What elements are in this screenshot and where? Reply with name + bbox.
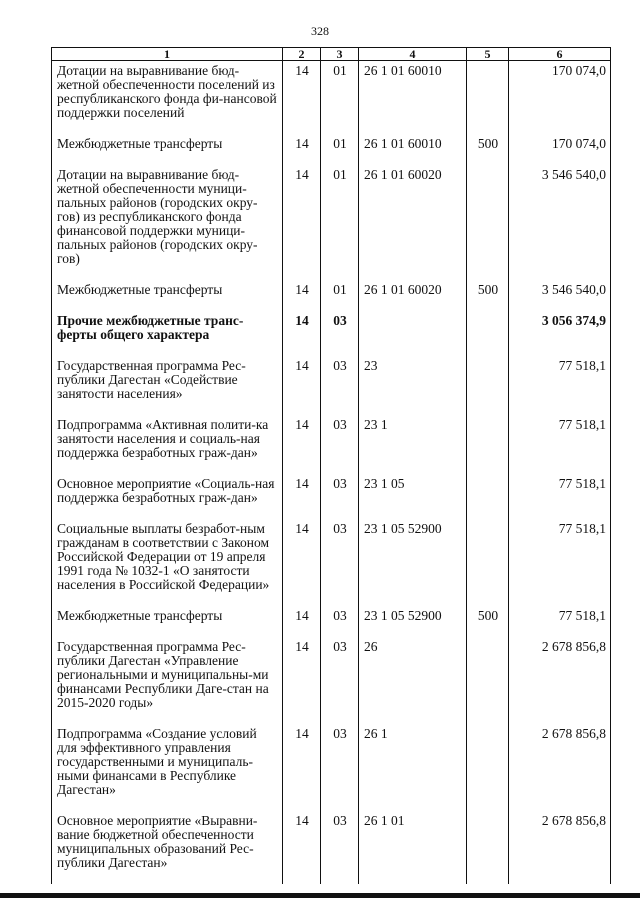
description-cell: Межбюджетные трансферты	[52, 606, 283, 637]
target-article-cell: 23	[359, 356, 467, 415]
amount-cell: 77 518,1	[509, 606, 611, 637]
section-cell: 14	[283, 474, 321, 519]
subsection-cell: 03	[321, 606, 359, 637]
header-col-2: 2	[283, 48, 321, 61]
amount-cell: 2 678 856,8	[509, 724, 611, 811]
description-cell: Основное мероприятие «Социаль-ная поддержка безработных граж-дан»	[52, 474, 283, 519]
table-row	[52, 519, 611, 606]
amount-cell: 77 518,1	[509, 415, 611, 474]
target-article-cell: 26 1 01	[359, 811, 467, 884]
target-article-cell: 26 1	[359, 724, 467, 811]
table-row	[52, 724, 611, 811]
section-cell: 14	[283, 61, 321, 135]
section-cell: 14	[283, 356, 321, 415]
table-row	[52, 474, 611, 519]
amount-cell: 3 546 540,0	[509, 280, 611, 311]
section-cell: 14	[283, 811, 321, 884]
subsection-cell: 01	[321, 134, 359, 165]
amount-cell: 77 518,1	[509, 356, 611, 415]
description-cell: Подпрограмма «Создание условий для эффективного управления государственными и муниципаль-ными финансами в Республике Дагестан»	[52, 724, 283, 811]
subsection-cell: 03	[321, 356, 359, 415]
table-row	[52, 311, 611, 356]
subsection-cell: 03	[321, 637, 359, 724]
expense-type-cell	[467, 724, 509, 811]
target-article-cell: 26 1 01 60020	[359, 280, 467, 311]
expense-type-cell	[467, 474, 509, 519]
section-cell: 14	[283, 606, 321, 637]
description-cell: Подпрограмма «Активная полити-ка занятости населения и социаль-ная поддержка безработных граж-дан»	[52, 415, 283, 474]
expense-type-cell: 500	[467, 280, 509, 311]
target-article-cell	[359, 311, 467, 356]
scan-bottom-edge	[0, 893, 640, 898]
description-cell: Государственная программа Рес-публики Дагестан «Содействие занятости населения»	[52, 356, 283, 415]
subsection-cell: 03	[321, 311, 359, 356]
expense-type-cell	[467, 415, 509, 474]
expense-type-cell	[467, 61, 509, 135]
table-row	[52, 61, 611, 135]
subsection-cell: 03	[321, 474, 359, 519]
section-cell: 14	[283, 724, 321, 811]
section-cell: 14	[283, 637, 321, 724]
table-row	[52, 811, 611, 884]
amount-cell: 170 074,0	[509, 61, 611, 135]
subsection-cell: 03	[321, 415, 359, 474]
table-row	[52, 356, 611, 415]
subsection-cell: 01	[321, 165, 359, 280]
target-article-cell: 23 1 05	[359, 474, 467, 519]
target-article-cell: 26	[359, 637, 467, 724]
budget-table	[51, 47, 611, 884]
target-article-cell: 23 1 05 52900	[359, 606, 467, 637]
amount-cell: 2 678 856,8	[509, 811, 611, 884]
amount-cell: 3 546 540,0	[509, 165, 611, 280]
header-col-3: 3	[321, 48, 359, 61]
description-cell: Межбюджетные трансферты	[52, 280, 283, 311]
target-article-cell: 23 1	[359, 415, 467, 474]
header-col-5: 5	[467, 48, 509, 61]
expense-type-cell	[467, 311, 509, 356]
expense-type-cell	[467, 637, 509, 724]
table-row	[52, 637, 611, 724]
section-cell: 14	[283, 311, 321, 356]
target-article-cell: 26 1 01 60020	[359, 165, 467, 280]
description-cell: Государственная программа Рес-публики Дагестан «Управление региональными и муниципальны-ми финансами Республики Даге-стан на 2015-2020 годы»	[52, 637, 283, 724]
header-col-4: 4	[359, 48, 467, 61]
target-article-cell: 23 1 05 52900	[359, 519, 467, 606]
amount-cell: 2 678 856,8	[509, 637, 611, 724]
section-cell: 14	[283, 519, 321, 606]
expense-type-cell	[467, 356, 509, 415]
description-cell: Прочие межбюджетные транс-ферты общего характера	[52, 311, 283, 356]
description-cell: Межбюджетные трансферты	[52, 134, 283, 165]
amount-cell: 77 518,1	[509, 519, 611, 606]
table-row	[52, 280, 611, 311]
header-col-1: 1	[52, 48, 283, 61]
section-cell: 14	[283, 165, 321, 280]
table-row	[52, 415, 611, 474]
subsection-cell: 01	[321, 280, 359, 311]
description-cell: Дотации на выравнивание бюд-жетной обеспеченности муници-пальных районов (городских окру-гов) из республиканского фонда финансовой поддержки муници-пальных районов (городских окру-гов)	[52, 165, 283, 280]
description-cell: Основное мероприятие «Выравни-вание бюджетной обеспеченности муниципальных образований Рес-публики Дагестан»	[52, 811, 283, 884]
expense-type-cell	[467, 811, 509, 884]
target-article-cell: 26 1 01 60010	[359, 61, 467, 135]
expense-type-cell	[467, 519, 509, 606]
header-col-6: 6	[509, 48, 611, 61]
section-cell: 14	[283, 280, 321, 311]
expense-type-cell: 500	[467, 606, 509, 637]
amount-cell: 3 056 374,9	[509, 311, 611, 356]
subsection-cell: 01	[321, 61, 359, 135]
subsection-cell: 03	[321, 724, 359, 811]
target-article-cell: 26 1 01 60010	[359, 134, 467, 165]
description-cell: Социальные выплаты безработ-ным гражданам в соответствии с Законом Российской Федерации от 19 апреля 1991 года № 1032-1 «О занятости населения в Российской Федерации»	[52, 519, 283, 606]
amount-cell: 170 074,0	[509, 134, 611, 165]
table-row	[52, 606, 611, 637]
table-row	[52, 134, 611, 165]
table-row	[52, 165, 611, 280]
amount-cell: 77 518,1	[509, 474, 611, 519]
subsection-cell: 03	[321, 811, 359, 884]
expense-type-cell: 500	[467, 134, 509, 165]
section-cell: 14	[283, 134, 321, 165]
subsection-cell: 03	[321, 519, 359, 606]
description-cell: Дотации на выравнивание бюд-жетной обеспеченности поселений из республиканского фонда фи-нансовой поддержки поселений	[52, 61, 283, 135]
section-cell: 14	[283, 415, 321, 474]
expense-type-cell	[467, 165, 509, 280]
header-row	[52, 48, 611, 61]
page-number: 328	[311, 24, 329, 38]
